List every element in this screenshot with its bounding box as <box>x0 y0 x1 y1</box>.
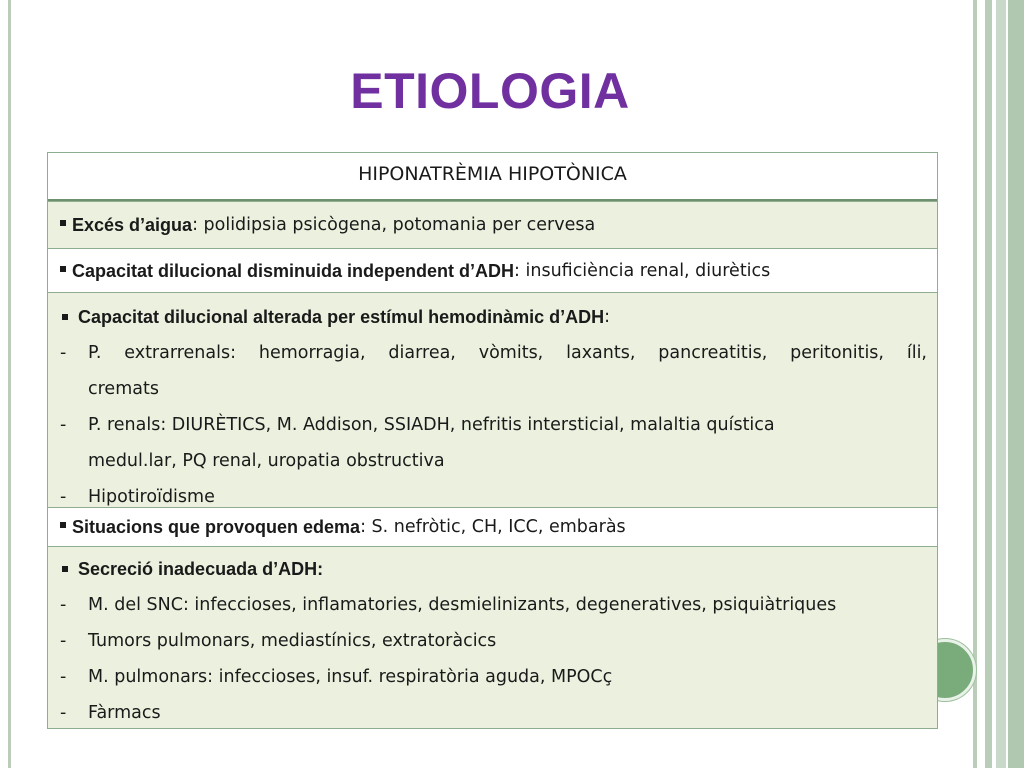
row-label: Capacitat dilucional disminuida independent d’ADH <box>72 260 515 281</box>
dash-marker: - <box>60 631 67 651</box>
row-label: Excés d’aigua <box>72 215 193 235</box>
row-label: Situacions que provoquen edema <box>72 517 361 537</box>
list-item <box>58 335 927 371</box>
list-item <box>58 659 927 695</box>
list-item-text: Tumors pulmonars, mediastínics, extratoràcics <box>88 631 497 651</box>
bullet-icon <box>60 266 66 272</box>
right-decorative-bars <box>973 0 1024 768</box>
list-item-text: Fàrmacs <box>88 703 161 723</box>
justified-word: vòmits, <box>478 343 544 363</box>
row-heading <box>58 551 927 587</box>
justified-word: laxants, <box>566 343 636 363</box>
table-row <box>48 507 937 546</box>
slide-title: ETIOLOGIA <box>350 63 630 119</box>
dash-marker: - <box>60 667 67 687</box>
row-label: Secreció inadecuada d’ADH: <box>78 559 324 579</box>
justified-word: extrarrenals: <box>124 343 237 363</box>
list-item-text: P. renals: DIURÈTICS, M. Addison, SSIADH, nefritis intersticial, malaltia quística <box>88 415 775 435</box>
row-text: : insuficiència renal, diurètics <box>514 260 771 281</box>
list-item <box>58 407 927 443</box>
table-header: HIPONATRÈMIA HIPOTÒNICA <box>48 153 937 201</box>
bullet-icon <box>62 566 68 572</box>
list-item <box>58 587 927 623</box>
table-row <box>48 248 937 292</box>
row-heading <box>58 299 927 335</box>
table-row <box>48 546 937 728</box>
justified-word: hemorragia, <box>258 343 366 363</box>
row-label: Capacitat dilucional alterada per estímul hemodinàmic d’ADH <box>78 307 605 327</box>
list-item <box>58 695 927 731</box>
dash-marker: - <box>60 595 67 615</box>
row-text: : S. nefròtic, CH, ICC, embaràs <box>360 517 626 537</box>
dash-marker: - <box>60 343 67 363</box>
table-row <box>48 292 937 507</box>
dash-marker: - <box>60 415 67 435</box>
list-item-text <box>88 335 927 371</box>
dash-marker: - <box>60 487 67 507</box>
list-item-continuation: medul.lar, PQ renal, uropatia obstructiva <box>88 451 445 471</box>
row-text: : <box>604 307 611 327</box>
justified-word: íli, <box>906 343 927 363</box>
justified-word: pancreatitis, <box>658 343 768 363</box>
row-text: : polidipsia psicògena, potomania per cervesa <box>192 215 596 235</box>
justified-word: diarrea, <box>388 343 456 363</box>
list-item-text: Hipotiroïdisme <box>88 487 215 507</box>
bullet-icon <box>60 522 66 528</box>
etiology-table <box>47 152 938 729</box>
bullet-icon <box>60 220 66 226</box>
table-row <box>48 201 937 248</box>
justified-word: peritonitis, <box>790 343 884 363</box>
list-item-continuation: cremats <box>88 379 159 399</box>
list-item-text: M. del SNC: infeccioses, inflamatories, desmielinizants, degeneratives, psiquiàtriques <box>88 595 837 615</box>
dash-marker: - <box>60 703 67 723</box>
justified-word: P. <box>88 343 102 363</box>
list-item <box>58 623 927 659</box>
list-item-text: M. pulmonars: infeccioses, insuf. respiratòria aguda, MPOCç <box>88 667 613 687</box>
bullet-icon <box>62 314 68 320</box>
